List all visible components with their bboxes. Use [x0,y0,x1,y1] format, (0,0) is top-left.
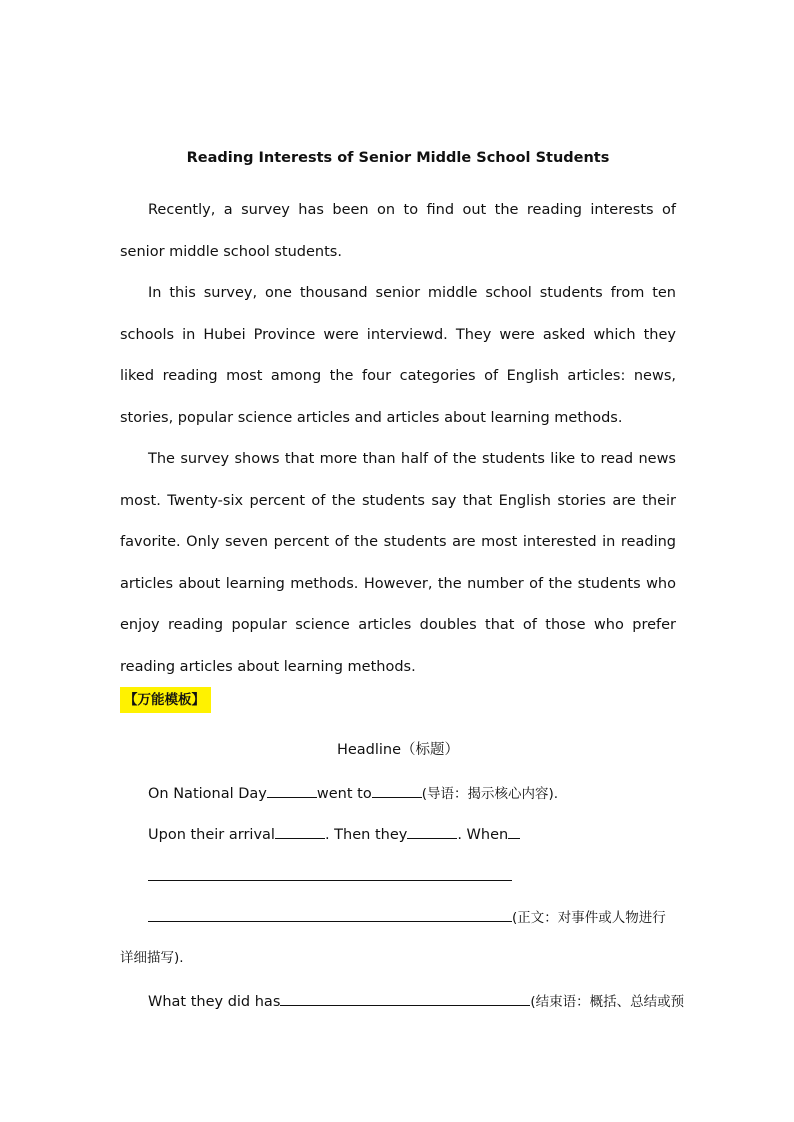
blank-field[interactable] [148,906,512,922]
blank-field[interactable] [508,823,520,839]
paragraph-2 [120,273,676,439]
template-line-5 [120,948,184,968]
line-5-text: 详细描写). [120,950,184,966]
template-line-4 [148,906,666,928]
line-6-note: (结束语：概括、总结或预 [530,994,685,1010]
blank-field[interactable] [148,865,512,881]
template-line-6 [148,990,684,1012]
blank-field[interactable] [407,823,457,839]
template-line-3 [148,865,512,887]
line-1-note: (导语：揭示核心内容). [421,786,559,802]
document-title: Reading Interests of Senior Middle School Students [186,150,610,166]
blank-field[interactable] [280,990,530,1006]
blank-field[interactable] [275,823,325,839]
line-2-text-c: . When [457,827,509,843]
paragraph-3-text: The survey shows that more than half of the students like to read news most. Twenty-six percent of the students say that English stories are their favorite. Only seven percent of the students are most interested in reading articles about learning methods. However, the number of the students who enjoy reading popular science articles doubles that of those who prefer reading articles about learning methods. [120,451,676,675]
template-line-2 [148,823,520,845]
line-6-text-a: What they did has [148,994,281,1010]
template-headline: Headline（标题） [336,742,460,758]
paragraph-1-text: Recently, a survey has been on to find out the reading interests of senior middle school students. [120,202,676,260]
template-line-1 [148,782,558,804]
paragraph-1 [120,190,676,273]
line-2-text-a: Upon their arrival [148,827,275,843]
paragraph-3 [120,439,676,689]
line-1-text-b: went to [316,786,372,802]
blank-field[interactable] [267,782,317,798]
blank-field[interactable] [372,782,422,798]
line-2-text-b: . Then they [324,827,408,843]
line-4-note: (正文：对事件或人物进行 [512,910,666,926]
template-badge: 【万能模板】 [120,687,211,713]
line-1-text-a: On National Day [148,786,267,802]
paragraph-2-text: In this survey, one thousand senior middle school students from ten schools in Hubei Province were interviewd. They were asked which they liked reading most among the four categories of English articles: news, stories, popular science articles and articles about learning methods. [120,285,676,426]
